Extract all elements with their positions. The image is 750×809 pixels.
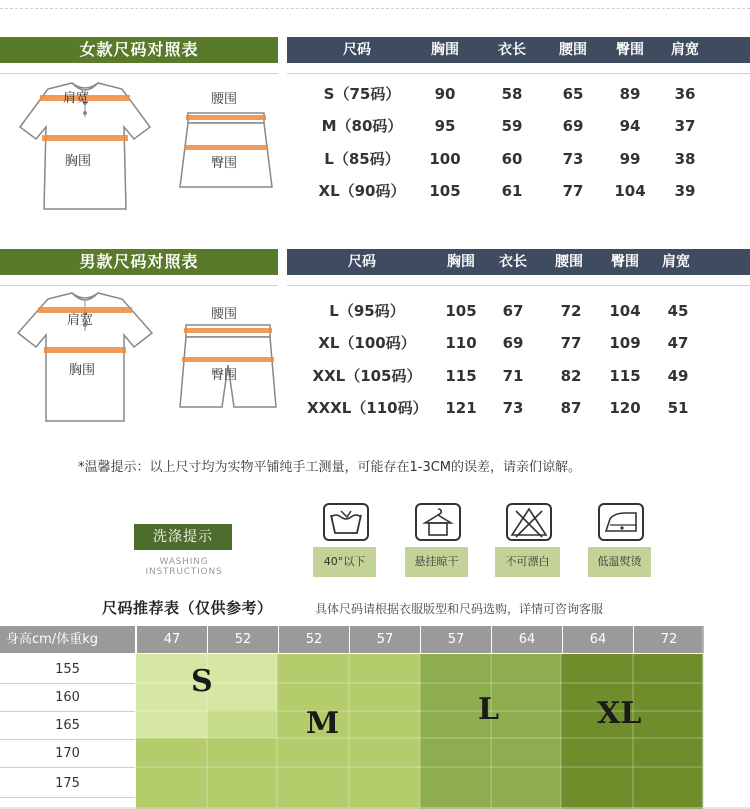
value-cell: 38 bbox=[674, 150, 696, 168]
women-header-bar bbox=[287, 37, 750, 63]
size-m-label: M bbox=[306, 706, 340, 741]
men-size-section bbox=[0, 249, 750, 439]
value-cell: 65 bbox=[562, 85, 584, 103]
weight-header: 72 bbox=[633, 626, 704, 653]
value-cell: 51 bbox=[667, 399, 689, 417]
value-cell: 115 bbox=[445, 367, 477, 385]
header-waist: 腰围 bbox=[555, 254, 583, 270]
value-cell: 121 bbox=[445, 399, 477, 417]
top-divider bbox=[0, 8, 750, 9]
women-chest-label: 胸围 bbox=[65, 154, 92, 169]
value-cell: 58 bbox=[501, 85, 523, 103]
size-cell: XL（100码） bbox=[318, 334, 416, 352]
header-chest: 胸围 bbox=[431, 42, 459, 58]
value-cell: 60 bbox=[501, 150, 523, 168]
size-cell: L（85码） bbox=[324, 150, 400, 168]
men-hip-label: 臀围 bbox=[211, 368, 238, 383]
weight-header: 52 bbox=[207, 626, 278, 653]
weight-header: 52 bbox=[278, 626, 349, 653]
care-label: 40°以下 bbox=[313, 547, 376, 577]
height-label: 175 bbox=[0, 770, 135, 798]
header-length: 衣长 bbox=[498, 42, 526, 58]
women-title: 女款尺码对照表 bbox=[0, 37, 278, 63]
divider bbox=[0, 285, 278, 286]
value-cell: 36 bbox=[674, 85, 696, 103]
hang-dry-icon bbox=[415, 503, 461, 541]
value-cell: 105 bbox=[445, 302, 477, 320]
men-shoulder-label: 肩宽 bbox=[67, 313, 94, 328]
table-row bbox=[287, 392, 750, 424]
value-cell: 87 bbox=[560, 399, 582, 417]
height-label: 165 bbox=[0, 712, 135, 740]
value-cell: 120 bbox=[609, 399, 641, 417]
table-row bbox=[287, 175, 750, 207]
women-skirt-illustration bbox=[176, 109, 276, 193]
measurement-note: *温馨提示：以上尺寸均为实物平铺纯手工测量，可能存在1-3CM的误差，请亲们谅解。 bbox=[78, 460, 582, 475]
table-row bbox=[287, 78, 750, 110]
no-bleach-icon bbox=[506, 503, 552, 541]
value-cell: 90 bbox=[434, 85, 456, 103]
care-label: 不可漂白 bbox=[495, 547, 560, 577]
value-cell: 104 bbox=[609, 302, 641, 320]
value-cell: 73 bbox=[502, 399, 524, 417]
care-label: 低温熨烫 bbox=[588, 547, 651, 577]
women-size-section bbox=[0, 37, 750, 227]
weight-header: 57 bbox=[349, 626, 420, 653]
table-row bbox=[287, 295, 750, 327]
value-cell: 73 bbox=[562, 150, 584, 168]
header-shoulder: 肩宽 bbox=[662, 254, 690, 270]
value-cell: 71 bbox=[502, 367, 524, 385]
size-cell: XXL（105码） bbox=[312, 367, 422, 385]
hand-wash-40-icon bbox=[323, 503, 369, 541]
recommend-subtitle: 具体尺码请根据衣服版型和尺码选购，详情可咨询客服 bbox=[315, 602, 604, 616]
value-cell: 115 bbox=[609, 367, 641, 385]
men-title: 男款尺码对照表 bbox=[0, 249, 278, 275]
value-cell: 99 bbox=[619, 150, 641, 168]
value-cell: 104 bbox=[614, 182, 646, 200]
size-cell: S（75码） bbox=[323, 85, 401, 103]
low-iron-icon bbox=[598, 503, 644, 541]
weight-header: 64 bbox=[562, 626, 633, 653]
value-cell: 94 bbox=[619, 117, 641, 135]
women-waist-label: 腰围 bbox=[211, 92, 238, 107]
women-hip-label: 臀围 bbox=[211, 156, 238, 171]
height-label: 170 bbox=[0, 740, 135, 768]
value-cell: 49 bbox=[667, 367, 689, 385]
divider bbox=[0, 73, 278, 74]
table-row bbox=[287, 360, 750, 392]
header-hip: 臀围 bbox=[616, 42, 644, 58]
men-header-bar bbox=[287, 249, 750, 275]
size-cell: XXXL（110码） bbox=[307, 399, 428, 417]
weight-header: 57 bbox=[420, 626, 491, 653]
size-xl-label: XL bbox=[597, 696, 642, 731]
header-chest: 胸围 bbox=[447, 254, 475, 270]
value-cell: 95 bbox=[434, 117, 456, 135]
header-size: 尺码 bbox=[348, 254, 376, 270]
women-shoulder-label: 肩宽 bbox=[63, 91, 90, 106]
grid-corner-label: 身高cm/体重kg bbox=[0, 626, 135, 653]
value-cell: 39 bbox=[674, 182, 696, 200]
value-cell: 77 bbox=[560, 334, 582, 352]
men-waist-label: 腰围 bbox=[211, 307, 238, 322]
value-cell: 45 bbox=[667, 302, 689, 320]
header-hip: 臀围 bbox=[611, 254, 639, 270]
size-recommendation-grid bbox=[0, 626, 750, 809]
washing-subtitle: WASHING INSTRUCTIONS bbox=[145, 557, 223, 577]
table-row bbox=[287, 327, 750, 359]
size-cell: XL（90码） bbox=[318, 182, 406, 200]
value-cell: 109 bbox=[609, 334, 641, 352]
header-length: 衣长 bbox=[499, 254, 527, 270]
divider bbox=[287, 285, 750, 286]
value-cell: 59 bbox=[501, 117, 523, 135]
size-cell: M（80码） bbox=[321, 117, 403, 135]
value-cell: 100 bbox=[429, 150, 461, 168]
size-s-label: S bbox=[191, 664, 213, 699]
height-label: 155 bbox=[0, 656, 135, 684]
value-cell: 69 bbox=[562, 117, 584, 135]
men-chest-label: 胸围 bbox=[69, 363, 96, 378]
value-cell: 47 bbox=[667, 334, 689, 352]
size-cell: L（95码） bbox=[329, 302, 405, 320]
washing-title: 洗涤提示 bbox=[134, 524, 232, 550]
value-cell: 61 bbox=[501, 182, 523, 200]
value-cell: 69 bbox=[502, 334, 524, 352]
header-waist: 腰围 bbox=[559, 42, 587, 58]
value-cell: 72 bbox=[560, 302, 582, 320]
value-cell: 37 bbox=[674, 117, 696, 135]
value-cell: 89 bbox=[619, 85, 641, 103]
care-label: 悬挂晾干 bbox=[405, 547, 468, 577]
header-shoulder: 肩宽 bbox=[671, 42, 699, 58]
size-l-label: L bbox=[478, 692, 500, 727]
value-cell: 67 bbox=[502, 302, 524, 320]
table-row bbox=[287, 110, 750, 142]
height-label: 160 bbox=[0, 684, 135, 712]
weight-header: 64 bbox=[491, 626, 562, 653]
value-cell: 77 bbox=[562, 182, 584, 200]
value-cell: 110 bbox=[445, 334, 477, 352]
value-cell: 82 bbox=[560, 367, 582, 385]
value-cell: 105 bbox=[429, 182, 461, 200]
divider bbox=[287, 73, 750, 74]
table-row bbox=[287, 143, 750, 175]
weight-header: 47 bbox=[136, 626, 207, 653]
header-size: 尺码 bbox=[343, 42, 371, 58]
recommend-title: 尺码推荐表（仅供参考） bbox=[102, 599, 273, 617]
